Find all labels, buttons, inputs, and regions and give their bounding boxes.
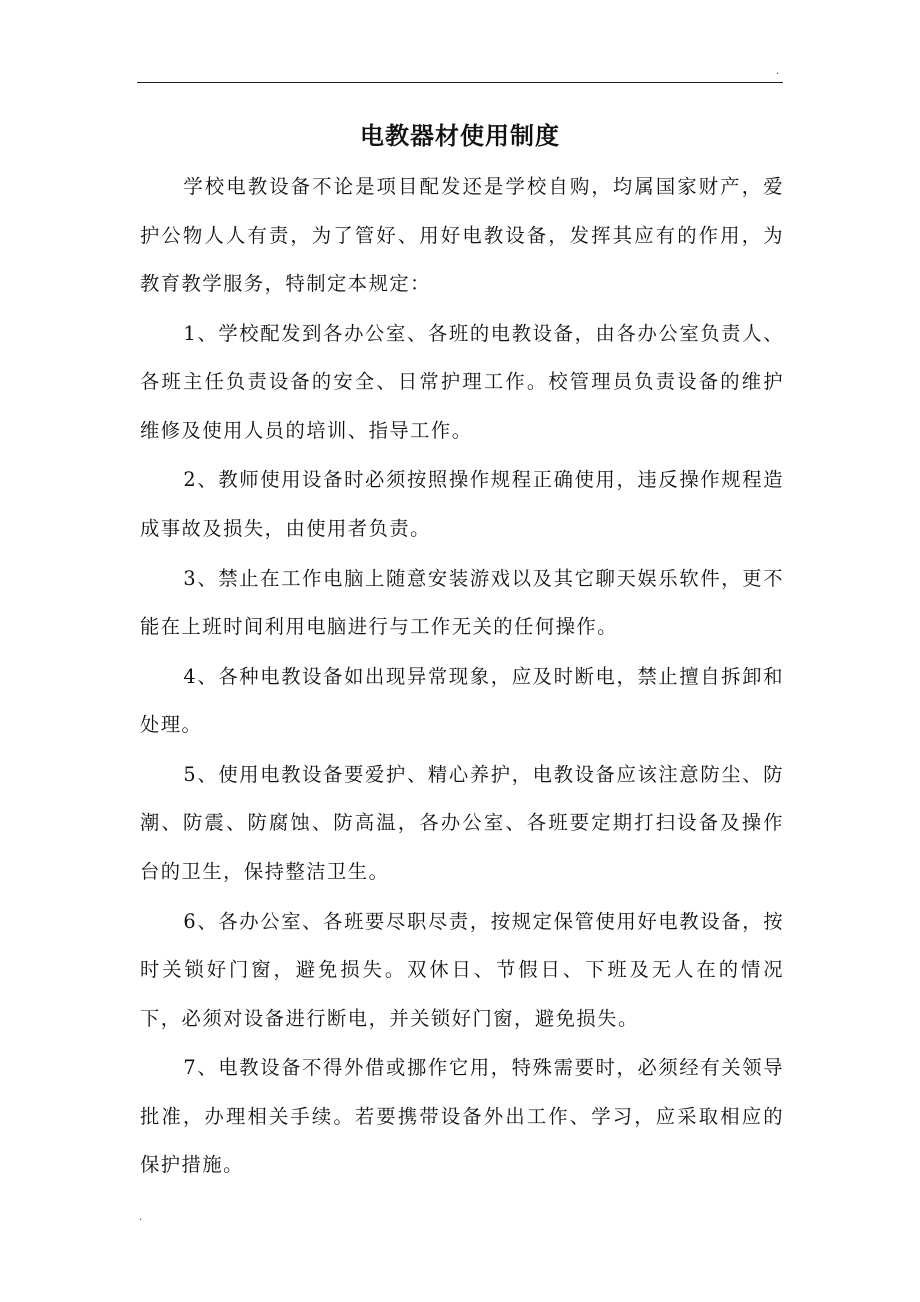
document-body: [140, 163, 784, 1191]
rule-paragraph-5: 5、使用电教设备要爱护、精心养护，电教设备应该注意防尘、防潮、防震、防腐蚀、防高温，各办公室、各班要定期打扫设备及操作台的卫生，保持整洁卫生。: [140, 762, 784, 883]
document-title: 电教器材使用制度: [360, 122, 560, 150]
rule-paragraph-6: 6、各办公室、各班要尽职尽责，按规定保管使用好电教设备，按时关锁好门窗，避免损失。双休日、节假日、下班及无人在的情况下，必须对设备进行断电，并关锁好门窗，避免损失。: [140, 909, 784, 1030]
rule-paragraph-7: 7、电教设备不得外借或挪作它用，特殊需要时，必须经有关领导批准，办理相关手续。若要携带设备外出工作、学习，应采取相应的保护措施。: [140, 1056, 784, 1177]
rule-paragraph-1: 1、学校配发到各办公室、各班的电教设备，由各办公室负责人、各班主任负责设备的安全、日常护理工作。校管理员负责设备的维护维修及使用人员的培训、指导工作。: [140, 321, 784, 442]
intro-paragraph: 学校电教设备不论是项目配发还是学校自购，均属国家财产，爱护公物人人有责，为了管好、用好电教设备，发挥其应有的作用，为教育教学服务，特制定本规定：: [140, 175, 784, 295]
header-rule: [137, 82, 783, 83]
rule-paragraph-3: 3、禁止在工作电脑上随意安装游戏以及其它聊天娱乐软件，更不能在上班时间利用电脑进行与工作无关的任何操作。: [140, 566, 784, 639]
footer-dot: .: [139, 1212, 143, 1223]
rule-paragraph-2: 2、教师使用设备时必须按照操作规程正确使用，违反操作规程造成事故及损失，由使用者负责。: [140, 468, 784, 540]
rule-paragraph-4: 4、各种电教设备如出现异常现象，应及时断电，禁止擅自拆卸和处理。: [140, 664, 784, 737]
header-dot: .: [776, 66, 780, 77]
